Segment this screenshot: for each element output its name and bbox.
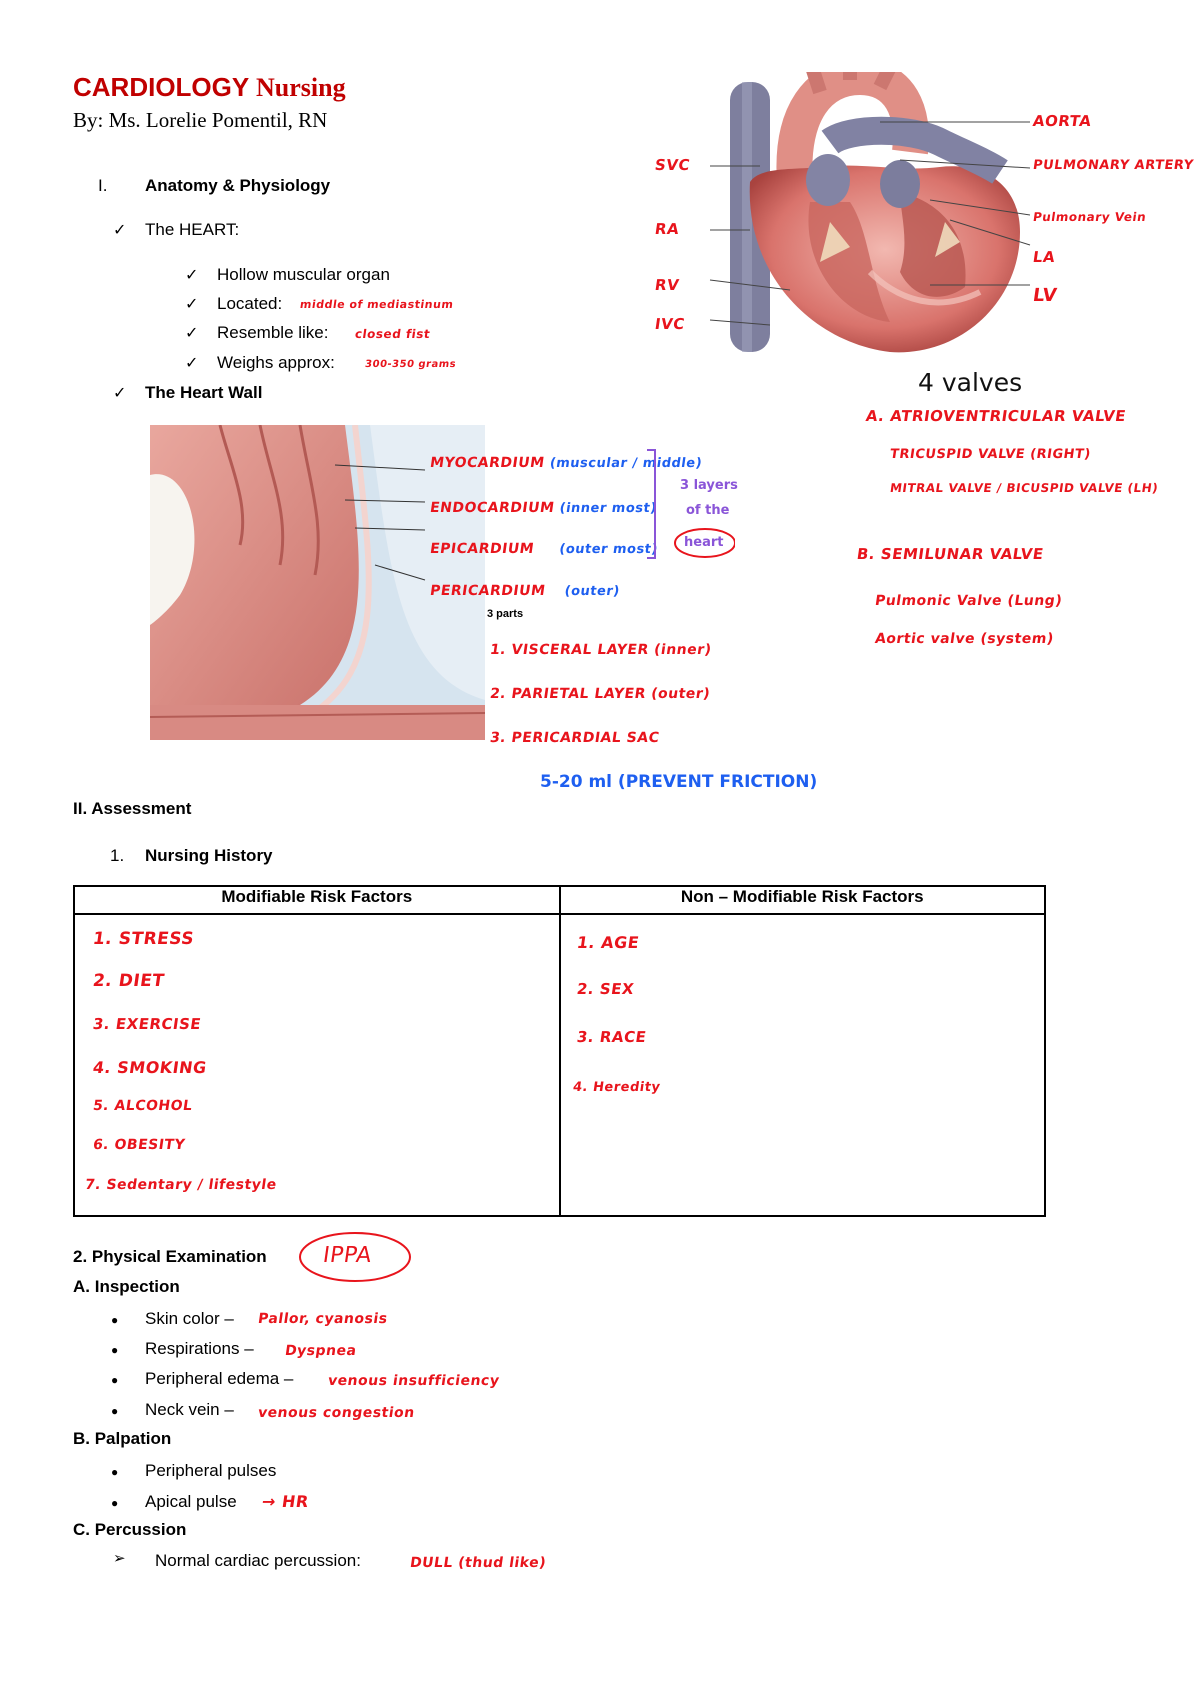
list-item: Apical pulse — [145, 1492, 237, 1511]
bullet-icon: ● — [111, 1496, 119, 1510]
list-item: 2. SEX — [575, 980, 635, 998]
heart-label-svc: SVC — [653, 156, 692, 174]
ippa-note: IPPA — [321, 1243, 374, 1268]
list-item: Weighs approx: — [217, 353, 335, 372]
heart-label-ra: RA — [653, 220, 681, 238]
check-icon: ✓ — [113, 222, 127, 239]
check-icon: ✓ — [185, 325, 199, 342]
list-item: 1. STRESS — [91, 929, 196, 949]
check-icon: ✓ — [185, 355, 199, 372]
pericardium-parts-note: 3 parts — [487, 608, 524, 620]
valve-group-label: A. ATRIOVENTRICULAR VALVE — [864, 407, 1128, 425]
valve-item: Pulmonic Valve (Lung) — [873, 593, 1064, 609]
check-icon: ✓ — [185, 267, 199, 284]
bullet-icon: ● — [111, 1404, 119, 1418]
inspection-heading: A. Inspection — [73, 1277, 180, 1296]
sub-number: 1. — [110, 846, 125, 865]
list-item: 6. OBESITY — [91, 1137, 187, 1153]
valve-item: Aortic valve (system) — [873, 631, 1055, 647]
handwritten-note: DULL (thud like) — [408, 1555, 548, 1571]
handwritten-note: 300-350 grams — [364, 359, 457, 370]
heart-label: The HEART: — [145, 220, 240, 239]
bracket-note: heart — [684, 535, 724, 550]
pericardium-part: 2. PARIETAL LAYER (outer) — [488, 686, 712, 702]
page-title: CARDIOLOGY Nursing — [73, 72, 346, 102]
handwritten-note: middle of mediastinum — [299, 298, 455, 311]
palpation-heading: B. Palpation — [73, 1429, 172, 1448]
handwritten-note: venous insufficiency — [326, 1373, 501, 1389]
handwritten-note: Pallor, cyanosis — [256, 1311, 389, 1327]
table-header: Non – Modifiable Risk Factors — [560, 886, 1046, 914]
valve-item: TRICUSPID VALVE (RIGHT) — [888, 447, 1092, 462]
heart-label-la: LA — [1031, 248, 1057, 266]
list-item: Skin color – — [145, 1309, 234, 1328]
bracket-note: of the — [686, 503, 730, 518]
label-leader-lines — [690, 100, 1060, 330]
wall-layer: PERICARDIUM (outer) — [428, 583, 621, 599]
non-modifiable-column — [560, 914, 1046, 1216]
heart-label-pulmonary-artery: PULMONARY ARTERY — [1031, 158, 1195, 173]
wall-layer: EPICARDIUM (outer most) — [428, 541, 659, 557]
pericardial-fluid-note: 5-20 ml (PREVENT FRICTION) — [540, 772, 818, 792]
table-header: Modifiable Risk Factors — [74, 886, 560, 914]
handwritten-note: Dyspnea — [283, 1343, 358, 1359]
bullet-icon: ● — [111, 1465, 119, 1479]
valve-group-label: B. SEMILUNAR VALVE — [855, 545, 1045, 563]
pericardium-part: 3. PERICARDIAL SAC — [488, 730, 661, 746]
heart-label-lv: LV — [1031, 285, 1059, 306]
wall-layer: MYOCARDIUM (muscular / middle) — [428, 455, 704, 471]
list-item: Peripheral pulses — [145, 1461, 277, 1480]
heart-label-pulmonary-vein: Pulmonary Vein — [1032, 210, 1148, 224]
handwritten-note: venous congestion — [256, 1405, 416, 1421]
heart-label-aorta: AORTA — [1031, 112, 1093, 130]
heart-label-rv: RV — [653, 276, 681, 294]
modifiable-column — [74, 914, 560, 1216]
check-icon: ✓ — [185, 296, 199, 313]
section-roman: I. — [98, 176, 108, 195]
list-item: 4. Heredity — [571, 1080, 661, 1095]
bullet-icon: ● — [111, 1313, 119, 1327]
list-item: 4. SMOKING — [91, 1058, 209, 1077]
list-item: Neck vein – — [145, 1400, 234, 1419]
wall-leader-lines — [330, 460, 430, 590]
list-item: Resemble like: — [217, 323, 329, 342]
check-icon: ✓ — [113, 385, 127, 402]
heart-wall-label: The Heart Wall — [145, 383, 263, 402]
list-item: 2. DIET — [91, 971, 166, 991]
list-item: 5. ALCOHOL — [91, 1098, 194, 1114]
list-item: Hollow muscular organ — [217, 265, 390, 284]
assessment-heading: II. Assessment — [73, 799, 192, 818]
list-item: 3. EXERCISE — [91, 1015, 203, 1033]
valves-title: 4 valves — [918, 368, 1023, 397]
handwritten-note: → HR — [260, 1492, 311, 1511]
bullet-icon: ● — [111, 1373, 119, 1387]
wall-layer: ENDOCARDIUM (inner most) — [428, 500, 658, 516]
list-item: Peripheral edema – — [145, 1369, 294, 1388]
byline: By: Ms. Lorelie Pomentil, RN — [73, 108, 328, 132]
list-item: 7. Sedentary / lifestyle — [83, 1177, 278, 1193]
risk-factors-table — [73, 885, 1046, 1217]
heart-label-ivc: IVC — [653, 315, 686, 333]
valve-item: MITRAL VALVE / BICUSPID VALVE (LH) — [889, 481, 1160, 495]
section-heading: Anatomy & Physiology — [145, 176, 331, 195]
percussion-heading: C. Percussion — [73, 1520, 187, 1539]
pericardium-part: 1. VISCERAL LAYER (inner) — [488, 642, 713, 658]
list-item: 1. AGE — [575, 933, 641, 952]
bracket-note: 3 layers — [680, 478, 738, 493]
list-item: 3. RACE — [575, 1028, 648, 1046]
nursing-history-heading: Nursing History — [145, 846, 273, 865]
handwritten-note: closed fist — [354, 327, 432, 341]
bullet-icon: ● — [111, 1343, 119, 1357]
list-item: Respirations – — [145, 1339, 254, 1358]
list-item: Located: — [217, 294, 283, 313]
physical-exam-heading: 2. Physical Examination — [73, 1247, 267, 1266]
list-item: Normal cardiac percussion: — [155, 1551, 361, 1570]
arrow-bullet-icon: ➢ — [113, 1550, 126, 1567]
